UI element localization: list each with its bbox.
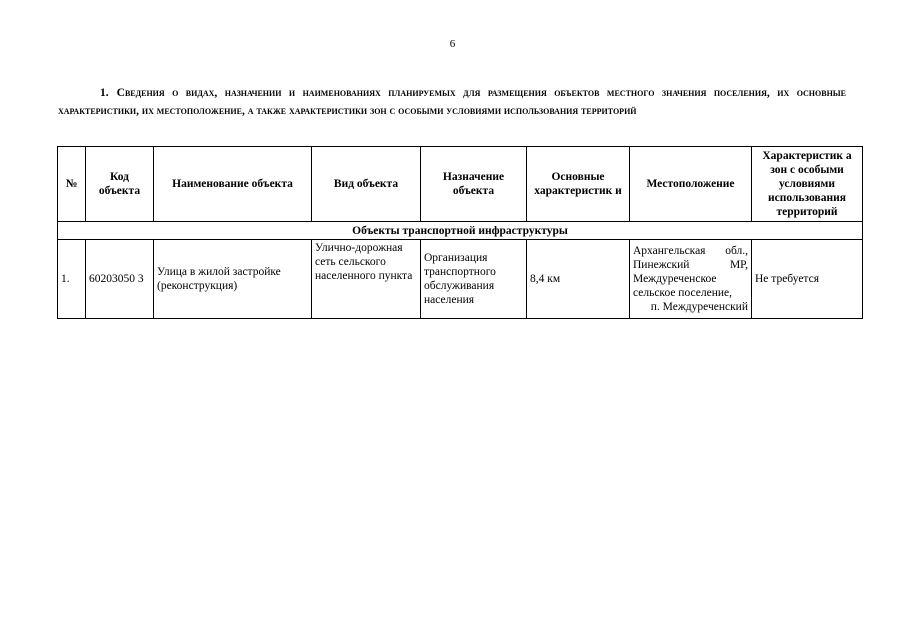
section-title: Объекты транспортной инфраструктуры (58, 222, 863, 240)
location-line: п. Междуреченский (650, 301, 748, 313)
cell-characteristics: 8,4 км (527, 240, 630, 319)
cell-num: 1. (58, 240, 86, 319)
cell-name: Улица в жилой застройке (реконструкция) (154, 240, 312, 319)
cell-purpose: Организация транспортного обслуживания населения (421, 240, 527, 319)
table-row (58, 240, 863, 319)
planned-objects-table (57, 146, 863, 319)
cell-type: Улично-дорожная сеть сельского населенного пункта (312, 240, 421, 319)
section-heading (58, 84, 846, 120)
heading-number: 1. (100, 87, 109, 99)
header-code: Код объекта (86, 147, 154, 222)
header-characteristics: Основные характеристик и (527, 147, 630, 222)
header-location: Местоположение (630, 147, 752, 222)
header-num: № (58, 147, 86, 222)
location-line: Архангельская обл., (633, 245, 748, 257)
table-header-row (58, 147, 863, 222)
location-line: Пинежский МР, (633, 259, 748, 271)
header-name: Наименование объекта (154, 147, 312, 222)
header-type: Вид объекта (312, 147, 421, 222)
cell-location (630, 240, 752, 319)
cell-zones: Не требуется (752, 240, 863, 319)
header-zones: Характеристик а зон с особыми условиями использования территорий (752, 147, 863, 222)
cell-code: 60203050 3 (86, 240, 154, 319)
heading-first-letter: С (116, 87, 125, 99)
location-line: Междуреченское сельское поселение, (633, 273, 732, 299)
section-row (58, 222, 863, 240)
page-number: 6 (449, 38, 456, 50)
heading-text: ведения о видах, назначении и наименованиях планируемых для размещения объектов местного значения поселения, их основные характеристики, их местоположение, а также характеристики зон с особыми условиями использования территорий (58, 87, 846, 117)
header-purpose: Назначение объекта (421, 147, 527, 222)
